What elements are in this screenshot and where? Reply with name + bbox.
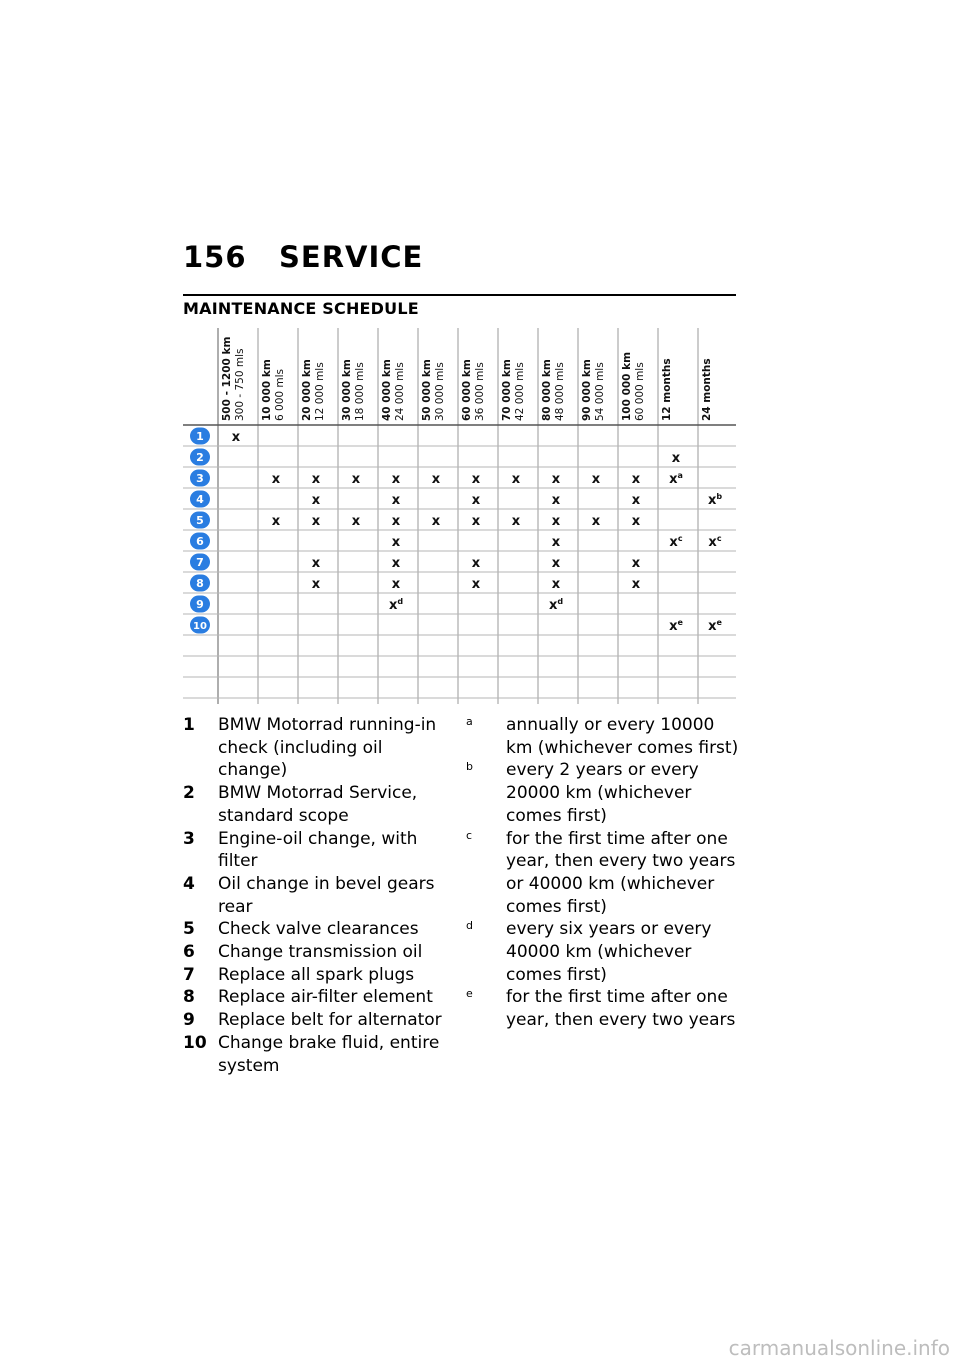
schedule-mark: x (271, 514, 281, 529)
schedule-mark: x (471, 514, 481, 529)
legend-item-text: BMW Motorrad running-in check (including oil change) (218, 715, 437, 781)
schedule-mark: x (631, 556, 641, 571)
schedule-mark: x (311, 577, 321, 592)
column-header-13 (701, 358, 713, 421)
legend-item-text: Check valve clearances (218, 919, 419, 940)
legend-item-number: 4 (183, 873, 195, 894)
column-header-10 (581, 359, 606, 421)
column-header-mls: 24 000 mls (394, 362, 406, 421)
footnote-text: annually or every 10000 km (whichever comes first) (506, 715, 739, 758)
column-header-km: 70 000 km (501, 359, 513, 421)
footnote (466, 714, 746, 759)
row-badge-6 (190, 533, 210, 550)
schedule-mark: x (311, 556, 321, 571)
footnote-text: every 2 years or every 20000 km (whichever comes first) (506, 760, 699, 826)
column-header-4 (341, 359, 366, 421)
footnote-text: for the first time after one year, then every two years (506, 987, 736, 1031)
schedule-mark: x (311, 472, 321, 487)
column-header-mls: 18 000 mls (354, 362, 366, 421)
column-header-km: 30 000 km (341, 359, 353, 421)
legend-item-text: Replace belt for alternator (218, 1010, 442, 1031)
row-badge-9 (190, 596, 210, 613)
row-badge-number: 3 (196, 472, 204, 485)
schedule-mark: x (551, 472, 561, 487)
column-header-7 (461, 359, 486, 421)
schedule-mark: x (471, 472, 481, 487)
row-badge-number: 1 (196, 430, 204, 443)
schedule-mark: $x^d$ (548, 597, 564, 613)
column-header-km: 50 000 km (421, 359, 433, 421)
column-header-mls: 48 000 mls (554, 362, 566, 421)
row-badge-number: 2 (196, 451, 204, 464)
row-badge-3 (190, 470, 210, 487)
page-number: 156 (183, 240, 247, 274)
legend-item (183, 828, 453, 873)
column-header-km: 60 000 km (461, 359, 473, 421)
legend-item-text: Change transmission oil (218, 942, 423, 963)
schedule-mark: x (631, 577, 641, 592)
column-header-km: 500 - 1200 km (221, 336, 233, 421)
legend-item (183, 941, 453, 964)
row-badge-number: 4 (196, 493, 204, 506)
footnote (466, 986, 746, 1031)
legend-item-number: 7 (183, 964, 195, 985)
schedule-mark: x (671, 451, 681, 466)
row-badge-number: 9 (196, 598, 204, 611)
schedule-mark: x (551, 535, 561, 550)
schedule-mark: x (311, 493, 321, 508)
legend-item-text: Replace all spark plugs (218, 964, 415, 985)
column-header-km: 10 000 km (261, 359, 273, 421)
column-header-km: 40 000 km (381, 359, 393, 421)
schedule-mark-footnote: a (677, 471, 683, 480)
legend-item-number: 2 (183, 783, 195, 804)
section-title: MAINTENANCE SCHEDULE (183, 299, 419, 318)
column-header-mls: 42 000 mls (514, 362, 526, 421)
legend-item (183, 782, 453, 827)
schedule-mark-footnote: c (716, 534, 722, 543)
schedule-mark: $x^b$ (707, 492, 723, 508)
schedule-mark-footnote: e (677, 618, 683, 627)
schedule-mark: $x^e$ (708, 618, 722, 634)
column-header-km: 90 000 km (581, 359, 593, 421)
schedule-mark-footnote: e (716, 618, 722, 627)
schedule-mark: x (471, 577, 481, 592)
footnote-mark: c (466, 828, 473, 842)
schedule-mark: x (271, 472, 281, 487)
column-header-mls: 12 000 mls (314, 362, 326, 421)
chapter-title: SERVICE (279, 240, 424, 274)
row-badge-7 (190, 554, 210, 571)
schedule-mark: x (551, 514, 561, 529)
schedule-mark-footnote: c (677, 534, 683, 543)
legend-item-number: 10 (183, 1032, 207, 1053)
legend-item (183, 918, 453, 941)
column-header-mls: 6 000 mls (274, 368, 286, 421)
schedule-mark: x (591, 514, 601, 529)
schedule-mark: x (431, 514, 441, 529)
legend-item (183, 1009, 453, 1032)
legend-item-number: 9 (183, 1010, 195, 1031)
footnote-mark: a (466, 715, 473, 728)
schedule-mark-footnote: d (557, 597, 564, 606)
schedule-mark: x (631, 514, 641, 529)
schedule-mark: $x^c$ (708, 534, 722, 550)
column-header-6 (421, 359, 446, 421)
footnote-mark: d (466, 919, 473, 933)
row-badge-1 (190, 428, 210, 445)
column-header-mls: 54 000 mls (594, 362, 606, 421)
legend-item (183, 873, 453, 918)
footnote-mark: b (466, 760, 473, 774)
column-header-2 (261, 359, 286, 421)
row-badge-8 (190, 575, 210, 592)
legend-item (183, 964, 453, 987)
column-header-8 (501, 359, 526, 421)
schedule-mark: x (351, 472, 361, 487)
schedule-mark: x (631, 472, 641, 487)
legend-item-number: 1 (183, 715, 195, 735)
column-header-km: 24 months (701, 358, 713, 421)
schedule-mark: x (391, 556, 401, 571)
schedule-mark: x (551, 556, 561, 571)
footnote (466, 759, 746, 827)
legend-item-number: 6 (183, 942, 195, 963)
schedule-mark: x (511, 472, 521, 487)
row-badge-4 (190, 491, 210, 508)
footnote-text: for the first time after one year, then every two years or 40000 km (whichever comes first) (506, 828, 736, 917)
row-badge-number: 7 (196, 556, 204, 569)
row-badge-number: 6 (196, 535, 204, 548)
schedule-mark: $x^e$ (669, 618, 683, 634)
legend-item-number: 8 (183, 987, 195, 1008)
schedule-mark: x (511, 514, 521, 529)
schedule-mark: $x^c$ (669, 534, 683, 550)
column-header-3 (301, 359, 326, 421)
schedule-mark: x (311, 514, 321, 529)
column-header-mls: 60 000 mls (634, 362, 646, 421)
schedule-mark-footnote: b (716, 492, 723, 501)
schedule-mark: x (471, 556, 481, 571)
legend-item-text: Change brake fluid, entire system (218, 1032, 440, 1076)
schedule-mark: x (391, 535, 401, 550)
row-badge-10 (190, 617, 210, 634)
column-header-mls: 300 - 750 mls (234, 348, 246, 421)
legend-item-number: 3 (183, 828, 195, 849)
legend-item (183, 986, 453, 1009)
column-header-12 (661, 358, 673, 421)
schedule-mark: x (391, 514, 401, 529)
row-badge-number: 8 (196, 577, 204, 590)
schedule-mark: x (431, 472, 441, 487)
row-badge-number: 10 (193, 621, 207, 632)
column-header-1 (221, 337, 246, 421)
legend-items (183, 714, 453, 1077)
row-badge-5 (190, 512, 210, 529)
column-header-km: 12 months (661, 358, 673, 421)
column-header-11 (621, 352, 646, 421)
footer-watermark: carmanualsonline.info (728, 1336, 950, 1360)
schedule-mark: x (591, 472, 601, 487)
footnote-text: every six years or every 40000 km (whichever comes first) (506, 919, 712, 985)
schedule-mark: x (391, 472, 401, 487)
schedule-mark: x (391, 493, 401, 508)
column-header-km: 100 000 km (621, 351, 633, 421)
legend-item-text: Replace air-filter element (218, 987, 433, 1008)
schedule-mark: x (471, 493, 481, 508)
legend-item-text: Oil change in bevel gears rear (218, 873, 435, 917)
row-badge-2 (190, 449, 210, 466)
schedule-mark: x (351, 514, 361, 529)
legend-item (183, 1032, 453, 1077)
schedule-mark: $x^d$ (388, 597, 404, 613)
legend-item-number: 5 (183, 919, 195, 940)
column-header-km: 20 000 km (301, 359, 313, 421)
legend-item (183, 714, 453, 782)
legend-item-text: BMW Motorrad Service, standard scope (218, 783, 418, 826)
legend-footnotes (466, 714, 746, 1032)
column-header-km: 80 000 km (541, 359, 553, 421)
row-badge-number: 5 (196, 514, 204, 527)
schedule-mark: x (631, 493, 641, 508)
footnote-mark: e (466, 987, 473, 1001)
schedule-mark: $x^a$ (669, 471, 683, 487)
schedule-mark: x (231, 430, 241, 445)
schedule-mark: x (551, 493, 561, 508)
schedule-mark: x (551, 577, 561, 592)
column-header-5 (381, 359, 406, 421)
footnote (466, 918, 746, 986)
legend-item-text: Engine-oil change, with filter (218, 828, 418, 872)
column-header-mls: 30 000 mls (434, 362, 446, 421)
column-header-mls: 36 000 mls (474, 362, 486, 421)
column-header-9 (541, 359, 566, 421)
schedule-mark: x (391, 577, 401, 592)
schedule-mark-footnote: d (397, 597, 404, 606)
footnote (466, 828, 746, 919)
